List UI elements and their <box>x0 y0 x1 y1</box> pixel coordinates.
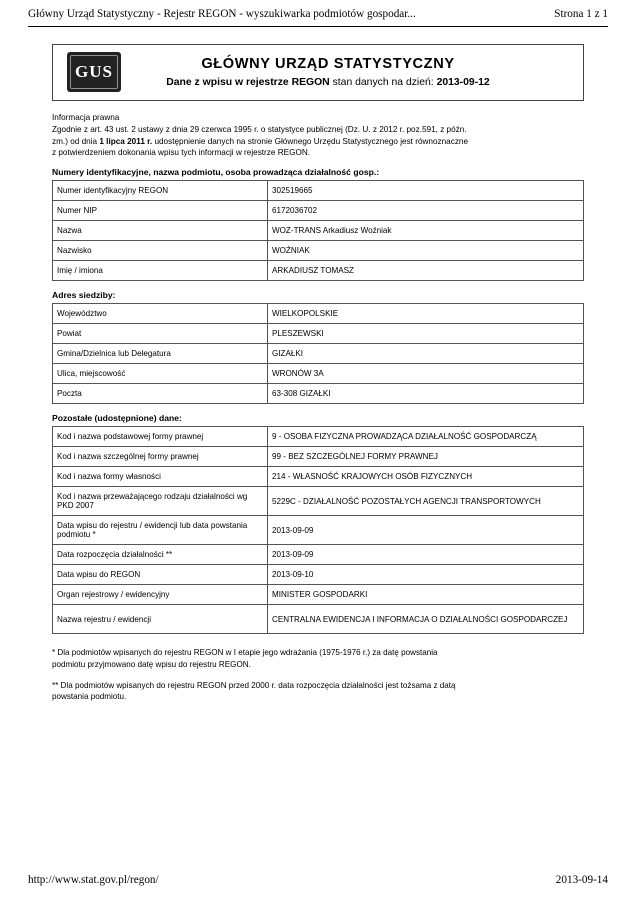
legal-date-emphasis: 1 lipca 2011 r. <box>99 136 153 146</box>
title-texts <box>127 56 575 88</box>
row-label: Powiat <box>53 324 268 344</box>
table-row <box>53 304 584 324</box>
page-subtitle <box>127 77 529 88</box>
row-label: Imię / imiona <box>53 261 268 281</box>
table-row <box>53 261 584 281</box>
row-value: CENTRALNA EWIDENCJA I INFORMACJA O DZIAŁALNOŚCI GOSPODARCZEJ <box>268 605 584 634</box>
table-other-data <box>52 426 584 634</box>
print-header-title: Główny Urząd Statystyczny - Rejestr REGON - wyszukiwarka podmiotów gospodar... <box>28 8 416 20</box>
row-value: ARKADIUSZ TOMASZ <box>268 261 584 281</box>
table-row <box>53 565 584 585</box>
table-row <box>53 545 584 565</box>
row-label: Numer NIP <box>53 201 268 221</box>
page-title: GŁÓWNY URZĄD STATYSTYCZNY <box>201 56 455 72</box>
table-row <box>53 427 584 447</box>
section-heading-other-data: Pozostałe (udostępnione) dane: <box>52 413 182 424</box>
row-label: Ulica, miejscowość <box>53 364 268 384</box>
document-title-panel <box>52 44 584 101</box>
footnotes <box>52 647 584 703</box>
footnote-two-line-1: ** Dla podmiotów wpisanych do rejestru REGON przed 2000 r. data rozpoczęcia działalności jest tożsama z datą <box>52 680 456 690</box>
legal-line-2c: udostępnienie danych na stronie Głównego Urzędu Statystycznego jest równoznaczne <box>154 136 469 146</box>
row-label: Nazwa rejestru / ewidencji <box>53 605 268 634</box>
header-divider <box>28 26 608 27</box>
row-value: 214 - WŁASNOŚĆ KRAJOWYCH OSÓB FIZYCZNYCH <box>268 467 584 487</box>
subtitle-date: 2013-09-12 <box>436 77 490 88</box>
subtitle-mid: stan danych na dzień: <box>332 77 434 88</box>
row-label: Województwo <box>53 304 268 324</box>
legal-line-2 <box>52 136 584 147</box>
row-label: Gmina/Dzielnica lub Delegatura <box>53 344 268 364</box>
footnote-one <box>52 647 584 670</box>
legal-information <box>52 112 584 158</box>
row-value: 5229C - DZIAŁALNOŚĆ POZOSTAŁYCH AGENCJI TRANSPORTOWYCH <box>268 487 584 516</box>
table-row <box>53 467 584 487</box>
row-label: Nazwisko <box>53 241 268 261</box>
row-value: 2013-09-09 <box>268 516 584 545</box>
row-label: Kod i nazwa szczególnej formy prawnej <box>53 447 268 467</box>
table-row <box>53 384 584 404</box>
row-label: Kod i nazwa formy własności <box>53 467 268 487</box>
document-body <box>52 44 584 712</box>
row-value: 9 - OSOBA FIZYCZNA PROWADZĄCA DZIAŁALNOŚĆ GOSPODARCZĄ <box>268 427 584 447</box>
row-label: Numer identyfikacyjny REGON <box>53 181 268 201</box>
table-row <box>53 585 584 605</box>
table-row <box>53 221 584 241</box>
row-value: 2013-09-10 <box>268 565 584 585</box>
row-value: WRONÓW 3A <box>268 364 584 384</box>
row-value: WOŹNIAK <box>268 241 584 261</box>
footnote-one-line-2: podmiotu przyjmowano datę wpisu do rejestru REGON. <box>52 659 251 669</box>
table-row <box>53 241 584 261</box>
table-row <box>53 487 584 516</box>
table-row <box>53 447 584 467</box>
row-label: Poczta <box>53 384 268 404</box>
table-row <box>53 605 584 634</box>
row-value: PLESZEWSKI <box>268 324 584 344</box>
row-label: Kod i nazwa podstawowej formy prawnej <box>53 427 268 447</box>
row-label: Kod i nazwa przeważającego rodzaju działalności wg PKD 2007 <box>53 487 268 516</box>
row-value: 302519665 <box>268 181 584 201</box>
row-label: Data wpisu do REGON <box>53 565 268 585</box>
row-value: WIELKOPOLSKIE <box>268 304 584 324</box>
legal-line-1: Zgodnie z art. 43 ust. 2 ustawy z dnia 29 czerwca 1995 r. o statystyce publicznej (Dz. U. z 2012 r. poz.591, z późn. <box>52 125 467 135</box>
table-address <box>52 303 584 404</box>
section-heading-address: Adres siedziby: <box>52 290 116 301</box>
row-label: Data rozpoczęcia działalności ** <box>53 545 268 565</box>
table-row <box>53 324 584 344</box>
row-value: 99 - BEZ SZCZEGÓLNEJ FORMY PRAWNEJ <box>268 447 584 467</box>
row-value: WOZ-TRANS Arkadiusz Woźniak <box>268 221 584 241</box>
table-row <box>53 181 584 201</box>
row-value: 6172036702 <box>268 201 584 221</box>
row-value: 2013-09-09 <box>268 545 584 565</box>
print-header-page-number: Strona 1 z 1 <box>554 8 608 20</box>
row-label: Nazwa <box>53 221 268 241</box>
table-row <box>53 344 584 364</box>
table-row <box>53 201 584 221</box>
gus-logo-icon: GUS <box>67 52 121 92</box>
print-header <box>0 8 636 20</box>
legal-line-2a: zm.) od dnia <box>52 136 98 146</box>
row-value: 63-308 GIZAŁKI <box>268 384 584 404</box>
print-footer <box>0 874 636 886</box>
footnote-one-line-1: * Dla podmiotów wpisanych do rejestru REGON w I etapie jego wdrażania (1975-1976 r.) za datę powstania <box>52 648 438 658</box>
row-label: Data wpisu do rejestru / ewidencji lub data powstania podmiotu * <box>53 516 268 545</box>
print-footer-date: 2013-09-14 <box>555 874 608 886</box>
row-value: MINISTER GOSPODARKI <box>268 585 584 605</box>
print-footer-url: http://www.stat.gov.pl/regon/ <box>28 874 159 886</box>
table-row <box>53 364 584 384</box>
legal-line-3: z potwierdzeniem dokonania wpisu tych informacji w rejestrze REGON. <box>52 147 311 157</box>
footnote-two <box>52 680 584 703</box>
legal-heading: Informacja prawna <box>52 113 120 122</box>
row-value: GIZAŁKI <box>268 344 584 364</box>
footnote-two-line-2: powstania podmiotu. <box>52 692 127 702</box>
subtitle-prefix: Dane z wpisu w rejestrze REGON <box>166 77 330 88</box>
section-heading-identifiers: Numery identyfikacyjne, nazwa podmiotu, osoba prowadząca działalność gosp.: <box>52 167 380 178</box>
row-label: Organ rejestrowy / ewidencyjny <box>53 585 268 605</box>
table-identifiers <box>52 180 584 281</box>
table-row <box>53 516 584 545</box>
